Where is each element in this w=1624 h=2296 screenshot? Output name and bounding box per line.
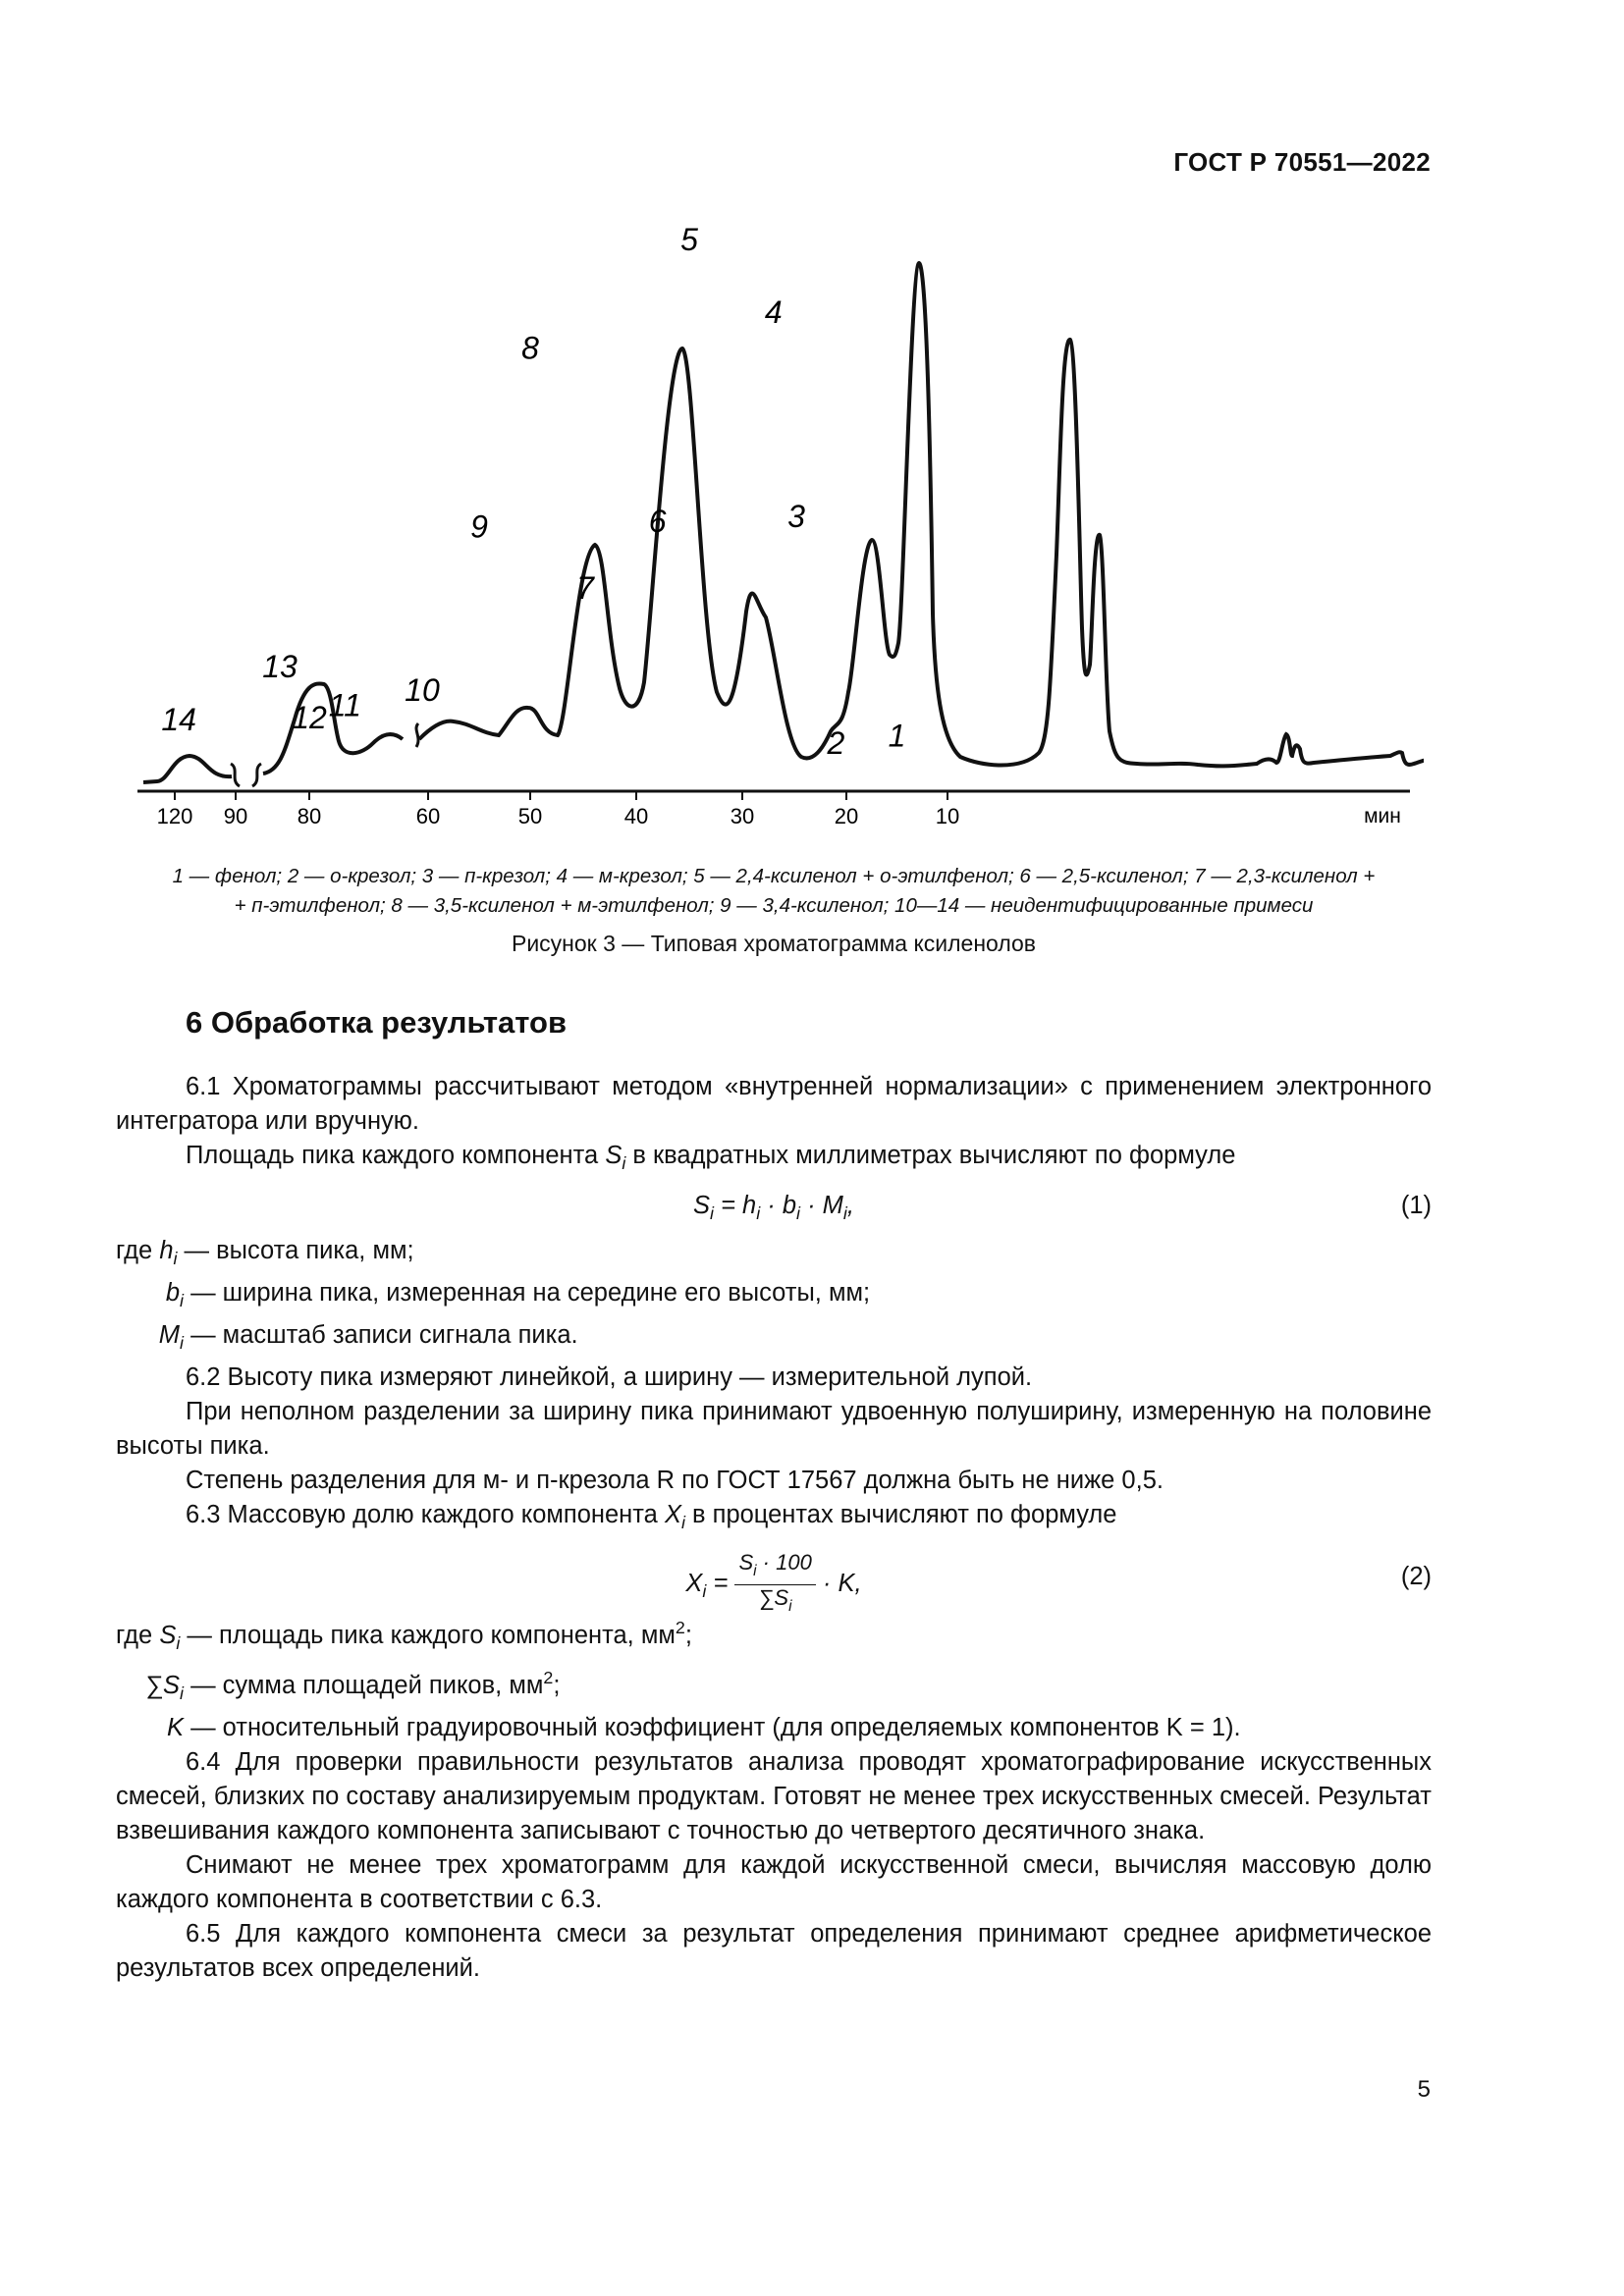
text-fragment: — масштаб записи сигнала пика.: [184, 1321, 578, 1349]
signal-trace-segment-left: [143, 756, 232, 782]
where-m: $M_i$ — масштаб записи сигнала пика.: [158, 1321, 578, 1353]
figure-legend: [116, 862, 1432, 921]
text-fragment: в процентах вычисляют по формуле: [684, 1501, 1117, 1528]
formula-1-expression: $S_i = h_i \cdot b_i \cdot M_i$,: [693, 1192, 854, 1223]
where-s: где $S_i$ — площадь пика каждого компонента, $мм^2$;: [116, 1618, 692, 1653]
peak-label-9: 9: [470, 508, 488, 545]
where-b: $b_i$ — ширина пика, измеренная на середине его высоты, мм;: [165, 1279, 871, 1310]
formula-2-expression: $X_i$ = $\frac{S_i \cdot 100}{\sum S_i}$ · K,: [685, 1550, 862, 1615]
where-h: где $h_i$ — высота пика, мм;: [116, 1237, 414, 1268]
signal-trace-segment-main: [419, 263, 1424, 766]
peak-label-13: 13: [262, 648, 298, 684]
x-tick-label: 60: [415, 804, 441, 828]
x-tick-label: 50: [517, 804, 543, 828]
legend-line-2: + п-этилфенол; 8 — 3,5-ксиленол + м-этилфенол; 9 — 3,4-ксиленол; 10—14 — неидентифицированные примеси: [234, 894, 1314, 917]
peak-label-11: 11: [328, 687, 361, 723]
peak-label-14: 14: [161, 701, 196, 737]
peak-label-4: 4: [764, 294, 783, 330]
paragraph-6-5: 6.5 Для каждого компонента смеси за результат определения принимают среднее арифметическое результатов всех определений.: [116, 1920, 1432, 1982]
axis-break-marker: [252, 764, 261, 786]
paragraph-6-4: 6.4 Для проверки правильности результатов анализа проводят хроматографирование искусственных смесей, близких по составу анализируемым продуктам. Готовят не менее трех искусственных смесей. Результат взвешивания каждого компонента записывают с точностью до четвертого десятичного знака.: [116, 1748, 1432, 1844]
peak-label-5: 5: [680, 222, 698, 257]
x-axis-unit-label: мин: [1364, 805, 1401, 828]
legend-line-1: 1 — фенол; 2 — о-крезол; 3 — п-крезол; 4 — м-крезол; 5 — 2,4-ксиленол + о-этилфенол; 6 — 2,5-ксиленол; 7 — 2,3-ксиленол +: [172, 865, 1376, 887]
x-tick-label: 40: [623, 804, 649, 828]
formula-1: [116, 1181, 1432, 1234]
x-tick-label: 10: [935, 804, 960, 828]
peak-label-6: 6: [648, 504, 667, 540]
peak-label-12: 12: [292, 699, 327, 735]
chromatogram-chart: [137, 221, 1424, 839]
section-heading: 6 Обработка результатов: [186, 1005, 568, 1040]
document-header: ГОСТ Р 70551—2022: [1173, 147, 1431, 177]
text-fragment: в квадратных миллиметрах вычисляют по формуле: [625, 1142, 1236, 1169]
paragraph-separation-degree: Степень разделения для м- и п-крезола R по ГОСТ 17567 должна быть не ниже 0,5.: [186, 1467, 1164, 1494]
axis-break-marker: [231, 764, 240, 786]
peak-label-2: 2: [827, 724, 845, 761]
x-tick-label: 90: [223, 804, 248, 828]
text-fragment: 6.3 Массовую долю каждого компонента: [186, 1501, 665, 1528]
text-fragment: — высота пика, мм;: [177, 1237, 414, 1264]
peak-label-8: 8: [521, 330, 539, 366]
formula-2: [116, 1540, 1432, 1615]
paragraph-6-1: 6.1 Хроматограммы рассчитывают методом «внутренней нормализации» с применением электронного интегратора или вручную.: [116, 1073, 1432, 1135]
paragraph-half-width: При неполном разделении за ширину пика принимают удвоенную полуширину, измеренную на половине высоты пика.: [116, 1398, 1432, 1460]
text-fragment: — площадь пика каждого компонента, мм: [180, 1622, 676, 1649]
x-tick-label: 30: [730, 804, 755, 828]
text-fragment: — сумма площадей пиков, мм: [184, 1672, 544, 1699]
formula-2-number: (2): [1400, 1563, 1432, 1590]
formula-1-number: (1): [1400, 1192, 1432, 1219]
body-text: [116, 1070, 1432, 1986]
x-tick-label: 20: [834, 804, 859, 828]
paragraph-6-2: 6.2 Высоту пика измеряют линейкой, а ширину — измерительной лупой.: [186, 1363, 1033, 1391]
axis-break-marker: [416, 723, 418, 747]
peak-label-7: 7: [576, 569, 594, 606]
figure-caption: Рисунок 3 — Типовая хроматограмма ксиленолов: [511, 931, 1037, 956]
x-tick-label: 120: [156, 804, 193, 828]
where-sum: $\sum S_i$ — сумма площадей пиков, $мм^2$;: [144, 1668, 561, 1703]
x-tick-label: 80: [297, 804, 322, 828]
paragraph-area-formula-intro: Площадь пика каждого компонента $S_i$ в квадратных миллиметрах вычисляют по формуле: [186, 1142, 1236, 1173]
text-fragment: — ширина пика, измеренная на середине его высоты, мм;: [184, 1279, 871, 1307]
where-k: K — относительный градуировочный коэффициент (для определяемых компонентов K = 1).: [166, 1714, 1241, 1741]
text-fragment: Площадь пика каждого компонента: [186, 1142, 606, 1169]
peak-label-10: 10: [405, 671, 440, 708]
paragraph-three-chromatograms: Снимают не менее трех хроматограмм для каждой искусственной смеси, вычисляя массовую долю каждого компонента в соответствии с 6.3.: [116, 1851, 1432, 1913]
peak-label-1: 1: [888, 718, 906, 754]
text-fragment: где: [116, 1237, 160, 1264]
paragraph-6-3: 6.3 Массовую долю каждого компонента $X_i$ в процентах вычисляют по формуле: [186, 1501, 1117, 1532]
page-number: 5: [1417, 2076, 1431, 2103]
peak-label-3: 3: [787, 499, 805, 534]
text-fragment: — относительный градуировочный коэффициент (для определяемых компонентов K = 1).: [184, 1714, 1241, 1741]
